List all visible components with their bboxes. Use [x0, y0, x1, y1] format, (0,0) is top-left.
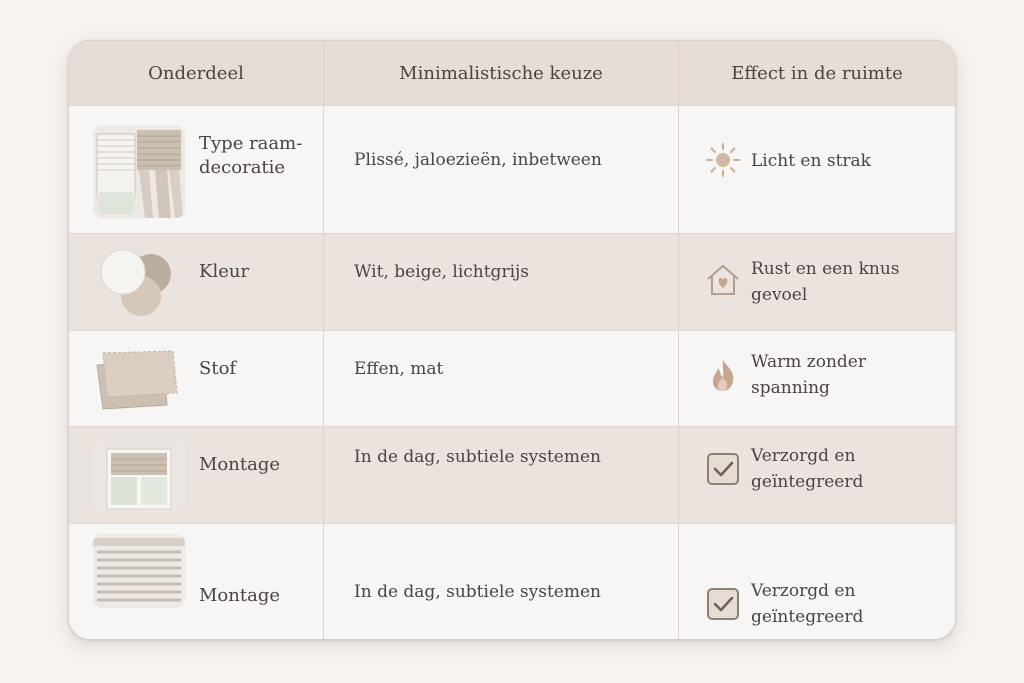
table-row [69, 426, 955, 523]
checkbox-icon [705, 586, 741, 622]
table-header [69, 41, 955, 105]
row-effect-text: Licht en strak [751, 151, 871, 171]
row-part-label: Kleur [199, 261, 250, 282]
row-choice-text: Wit, beige, lichtgrijs [354, 262, 529, 282]
sun-icon [705, 142, 741, 178]
row-effect-text: Verzorgd en geïntegreerd [751, 446, 864, 492]
table-row [69, 330, 955, 427]
row-choice-text: In de dag, subtiele systemen [354, 582, 601, 602]
row-effect-text: Verzorgd en geïntegreerd [751, 581, 864, 627]
header-effect: Effect in de ruimte [678, 41, 955, 105]
row-effect-text: Warm zonder spanning [751, 352, 866, 398]
header-keuze: Minimalistische keuze [323, 41, 678, 105]
checkbox-icon [705, 451, 741, 487]
row-effect-text: Rust en een knus gevoel [751, 259, 900, 305]
flame-icon [705, 357, 741, 393]
row-part-label: Montage [199, 585, 280, 606]
comparison-table [68, 40, 956, 640]
house-heart-icon [705, 262, 741, 298]
color-swatches-image [93, 244, 185, 320]
row-choice-text: Plissé, jaloezieën, inbetween [354, 150, 602, 170]
table-row [69, 523, 955, 640]
row-choice-text: Effen, mat [354, 359, 444, 379]
window-blind-image [93, 441, 185, 513]
curtains-blinds-image [93, 126, 185, 218]
table-row [69, 233, 955, 330]
table-row [69, 105, 955, 234]
row-choice-text: In de dag, subtiele systemen [354, 447, 601, 467]
row-part-label: Montage [199, 454, 280, 475]
fabric-samples-image [93, 341, 185, 417]
row-part-label: Type raam-decoratie [199, 133, 303, 178]
header-onderdeel: Onderdeel [148, 62, 244, 84]
row-part-label: Stof [199, 358, 237, 379]
venetian-blind-image [93, 534, 185, 608]
